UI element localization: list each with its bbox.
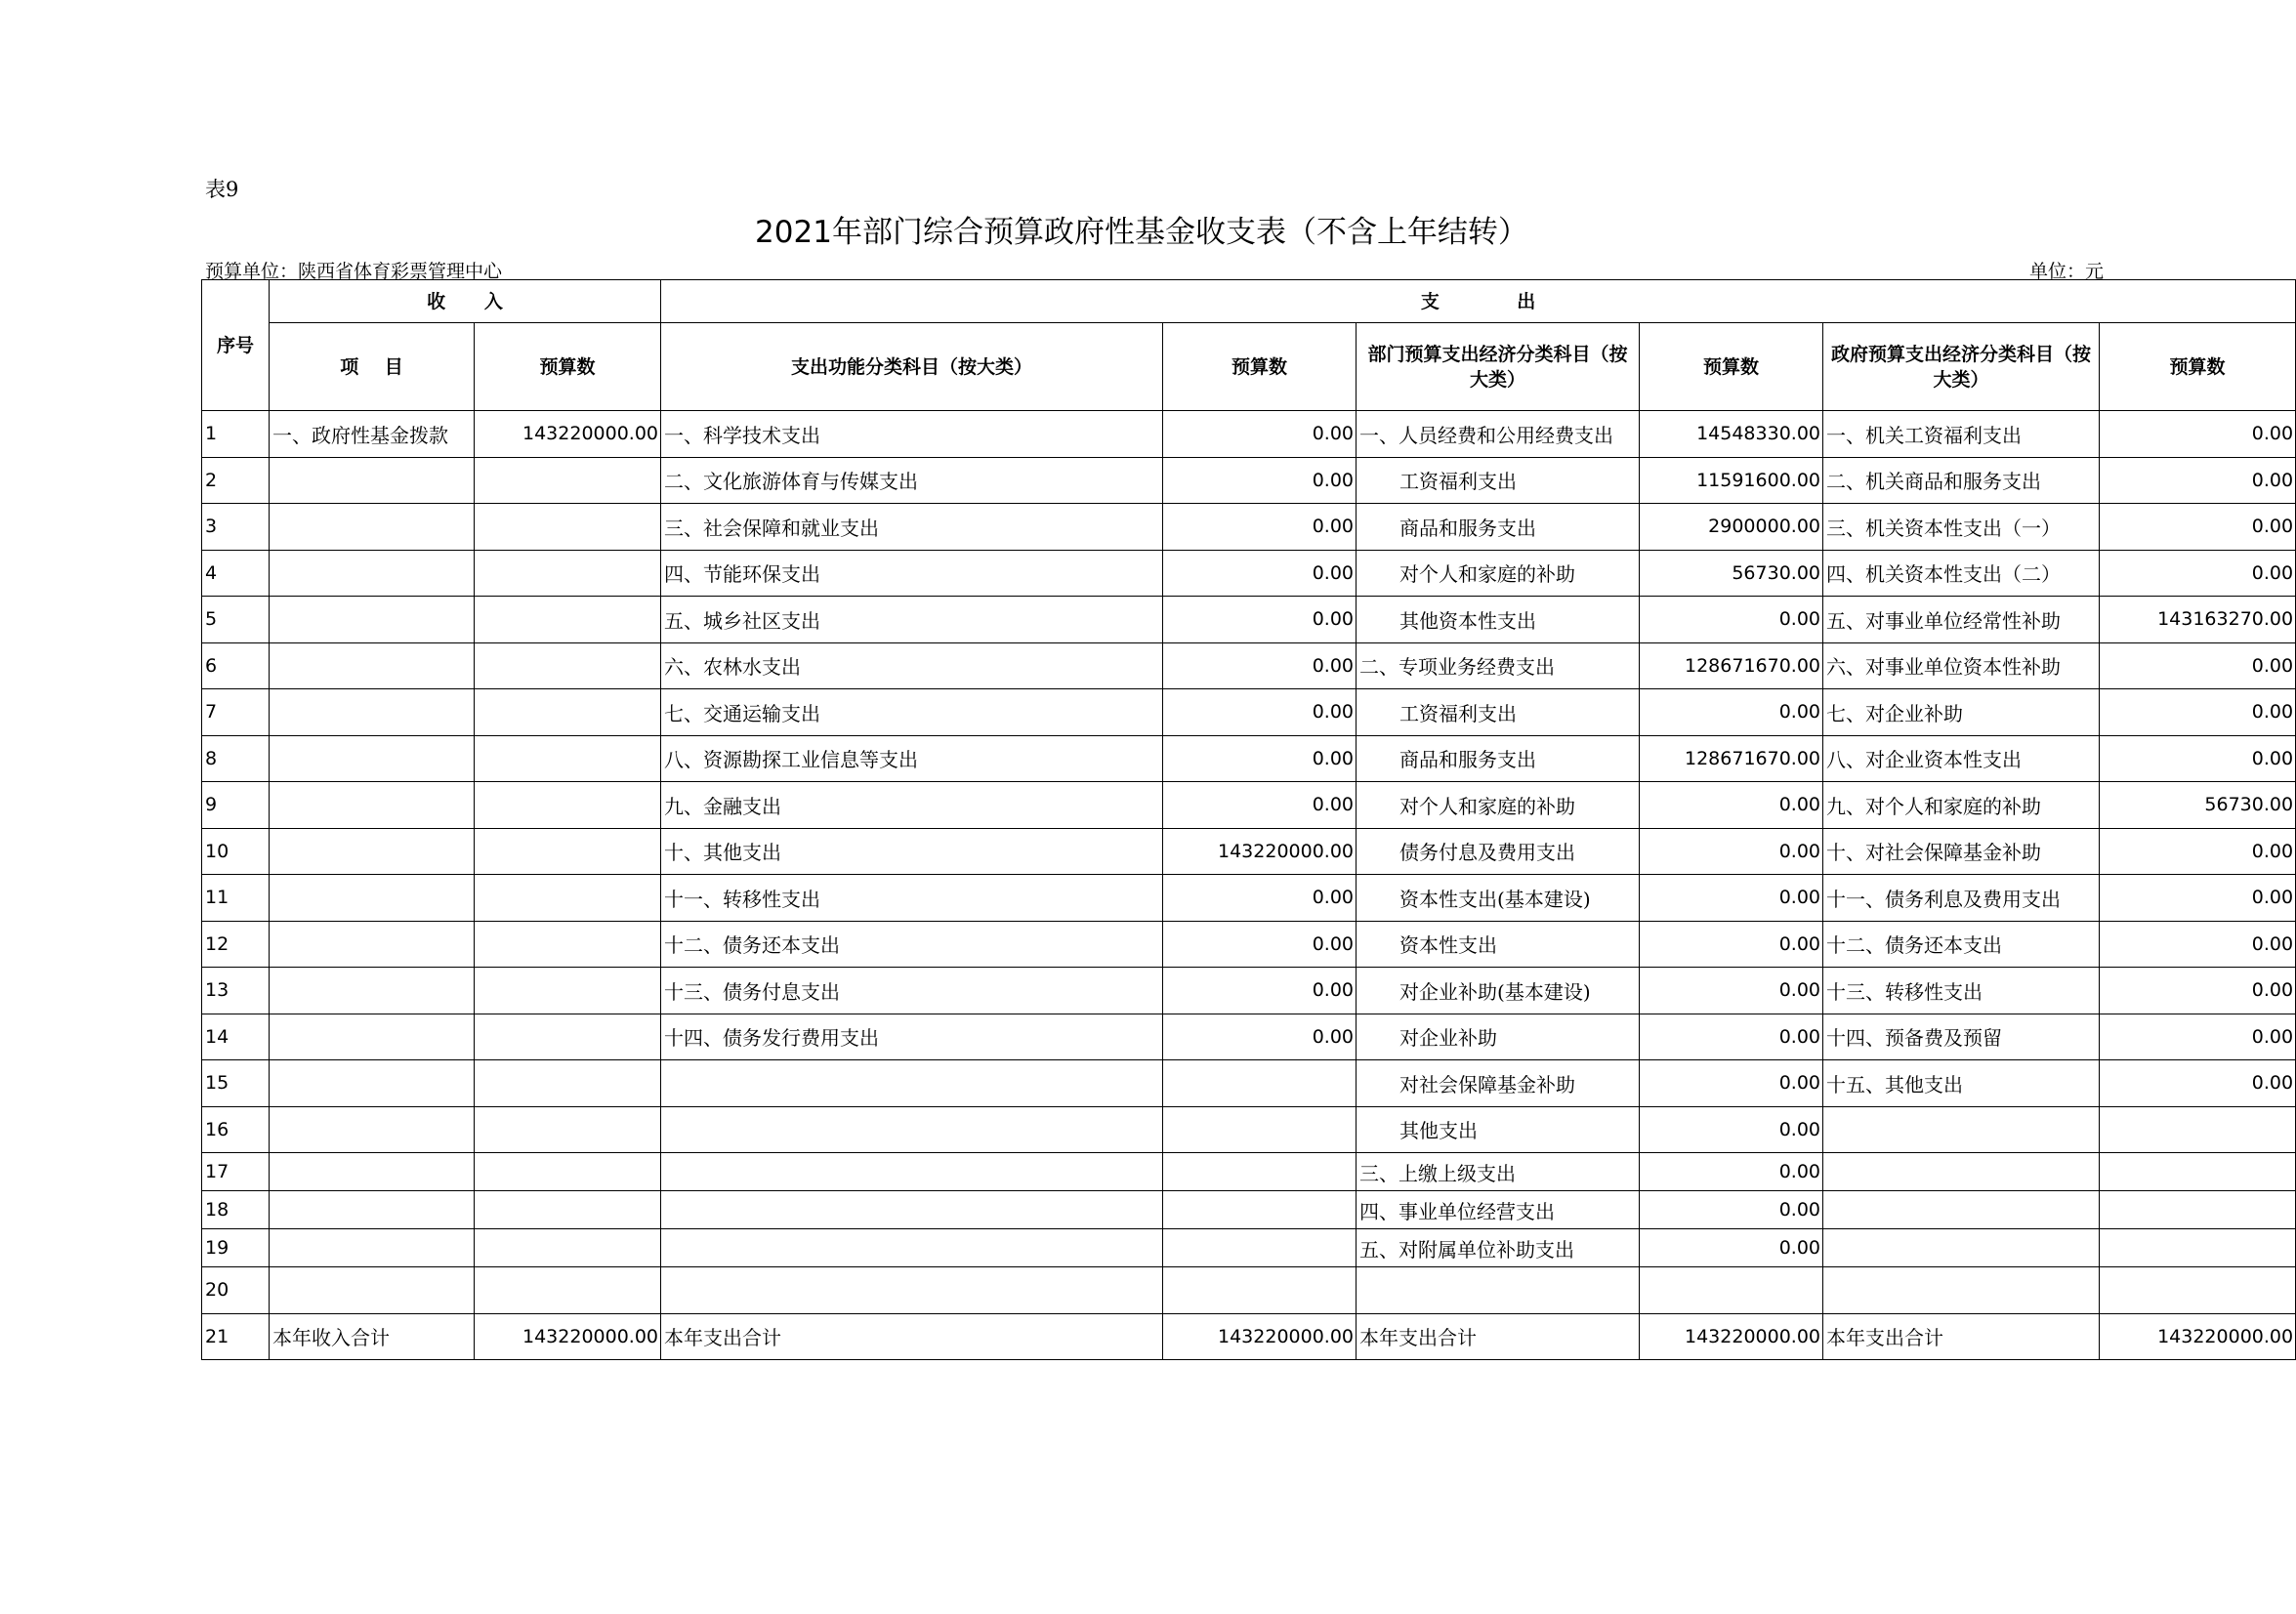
func-class-cell: 十一、转移性支出 (661, 875, 1163, 922)
gov-class-cell (1823, 1191, 2100, 1229)
dept-budget-cell: 0.00 (1640, 1153, 1823, 1191)
gov-class-cell: 六、对事业单位资本性补助 (1823, 642, 2100, 689)
func-class-cell (661, 1153, 1163, 1191)
seq-cell: 13 (202, 968, 270, 1014)
func-budget-cell (1163, 1106, 1357, 1153)
income-item-cell (270, 1267, 475, 1314)
seq-cell: 11 (202, 875, 270, 922)
gov-budget-cell (2100, 1106, 2296, 1153)
dept-class-cell: 其他资本性支出 (1357, 597, 1640, 643)
table-row (202, 504, 2296, 551)
dept-class-cell: 一、人员经费和公用经费支出 (1357, 411, 1640, 458)
table-row (202, 1106, 2296, 1153)
func-class-cell: 五、城乡社区支出 (661, 597, 1163, 643)
func-class-cell: 本年支出合计 (661, 1313, 1163, 1360)
income-budget-cell (475, 1229, 661, 1267)
func-class-cell: 十三、债务付息支出 (661, 968, 1163, 1014)
func-class-cell: 十二、债务还本支出 (661, 921, 1163, 968)
dept-budget-cell: 11591600.00 (1640, 457, 1823, 504)
income-item-cell (270, 597, 475, 643)
func-class-header: 支出功能分类科目（按大类） (661, 323, 1163, 411)
func-class-cell: 十四、债务发行费用支出 (661, 1014, 1163, 1060)
table-row (202, 1229, 2296, 1267)
income-budget-cell (475, 642, 661, 689)
income-budget-cell (475, 1014, 661, 1060)
table-row (202, 1153, 2296, 1191)
func-class-cell (661, 1229, 1163, 1267)
func-budget-cell: 143220000.00 (1163, 1313, 1357, 1360)
table-row (202, 642, 2296, 689)
table-row (202, 1191, 2296, 1229)
gov-budget-cell: 143163270.00 (2100, 597, 2296, 643)
gov-class-cell: 本年支出合计 (1823, 1313, 2100, 1360)
income-budget-cell (475, 1106, 661, 1153)
gov-class-cell: 二、机关商品和服务支出 (1823, 457, 2100, 504)
seq-cell: 7 (202, 689, 270, 736)
seq-cell: 17 (202, 1153, 270, 1191)
income-budget-cell (475, 828, 661, 875)
seq-cell: 4 (202, 550, 270, 597)
gov-class-cell (1823, 1106, 2100, 1153)
expense-header: 支 出 (661, 280, 2296, 323)
dept-class-cell: 工资福利支出 (1357, 689, 1640, 736)
func-budget-cell: 0.00 (1163, 735, 1357, 782)
func-class-cell: 三、社会保障和就业支出 (661, 504, 1163, 551)
func-budget-cell: 0.00 (1163, 411, 1357, 458)
income-item-cell (270, 1014, 475, 1060)
income-budget-cell: 143220000.00 (475, 1313, 661, 1360)
dept-class-cell: 五、对附属单位补助支出 (1357, 1229, 1640, 1267)
dept-class-cell: 对个人和家庭的补助 (1357, 782, 1640, 829)
dept-budget-cell: 0.00 (1640, 1229, 1823, 1267)
gov-budget-cell: 0.00 (2100, 550, 2296, 597)
income-budget-cell (475, 735, 661, 782)
dept-budget-cell: 56730.00 (1640, 550, 1823, 597)
gov-class-cell: 一、机关工资福利支出 (1823, 411, 2100, 458)
gov-class-cell: 十、对社会保障基金补助 (1823, 828, 2100, 875)
table-row (202, 1014, 2296, 1060)
gov-budget-cell: 0.00 (2100, 1014, 2296, 1060)
gov-class-cell (1823, 1153, 2100, 1191)
income-budget-cell (475, 921, 661, 968)
dept-class-cell: 对个人和家庭的补助 (1357, 550, 1640, 597)
income-item-cell (270, 1153, 475, 1191)
budget-unit-label: 预算单位：陕西省体育彩票管理中心 (205, 261, 503, 282)
income-budget-cell (475, 457, 661, 504)
income-budget-cell (475, 1060, 661, 1107)
income-item-cell: 一、政府性基金拨款 (270, 411, 475, 458)
gov-budget-cell (2100, 1153, 2296, 1191)
table-row (202, 968, 2296, 1014)
seq-cell: 8 (202, 735, 270, 782)
seq-header: 序号 (202, 280, 270, 411)
income-item-cell (270, 689, 475, 736)
gov-budget-cell: 0.00 (2100, 642, 2296, 689)
income-budget-cell: 143220000.00 (475, 411, 661, 458)
dept-budget-cell: 0.00 (1640, 1191, 1823, 1229)
seq-cell: 12 (202, 921, 270, 968)
func-class-cell: 四、节能环保支出 (661, 550, 1163, 597)
table-row (202, 457, 2296, 504)
dept-budget-header: 预算数 (1640, 323, 1823, 411)
func-budget-cell: 0.00 (1163, 550, 1357, 597)
seq-cell: 5 (202, 597, 270, 643)
func-budget-cell: 0.00 (1163, 457, 1357, 504)
gov-class-cell (1823, 1229, 2100, 1267)
func-class-cell (661, 1191, 1163, 1229)
dept-class-cell: 工资福利支出 (1357, 457, 1640, 504)
dept-budget-cell: 0.00 (1640, 1060, 1823, 1107)
dept-class-cell: 三、上缴上级支出 (1357, 1153, 1640, 1191)
dept-budget-cell: 0.00 (1640, 1014, 1823, 1060)
seq-cell: 9 (202, 782, 270, 829)
func-budget-cell: 0.00 (1163, 1014, 1357, 1060)
table-row (202, 689, 2296, 736)
gov-budget-header: 预算数 (2100, 323, 2296, 411)
income-budget-cell (475, 782, 661, 829)
seq-cell: 2 (202, 457, 270, 504)
gov-budget-cell: 143220000.00 (2100, 1313, 2296, 1360)
func-budget-cell (1163, 1191, 1357, 1229)
gov-budget-cell: 56730.00 (2100, 782, 2296, 829)
func-budget-cell (1163, 1153, 1357, 1191)
dept-budget-cell: 0.00 (1640, 689, 1823, 736)
func-budget-cell: 0.00 (1163, 782, 1357, 829)
income-item-cell (270, 921, 475, 968)
dept-class-cell: 对社会保障基金补助 (1357, 1060, 1640, 1107)
income-item-cell (270, 828, 475, 875)
income-budget-cell (475, 504, 661, 551)
func-budget-cell: 0.00 (1163, 642, 1357, 689)
gov-class-cell: 九、对个人和家庭的补助 (1823, 782, 2100, 829)
table-number: 表9 (205, 178, 239, 201)
table-row (202, 828, 2296, 875)
gov-budget-cell (2100, 1229, 2296, 1267)
currency-unit-label: 单位：元 (2028, 261, 2104, 282)
gov-budget-cell (2100, 1267, 2296, 1314)
seq-cell: 16 (202, 1106, 270, 1153)
seq-cell: 6 (202, 642, 270, 689)
dept-class-cell: 对企业补助(基本建设) (1357, 968, 1640, 1014)
gov-class-cell: 三、机关资本性支出（一） (1823, 504, 2100, 551)
income-item-cell (270, 875, 475, 922)
table-row (202, 735, 2296, 782)
budget-table (201, 279, 2296, 1360)
gov-class-cell: 十一、债务利息及费用支出 (1823, 875, 2100, 922)
gov-budget-cell: 0.00 (2100, 828, 2296, 875)
gov-budget-cell (2100, 1191, 2296, 1229)
income-item-cell: 本年收入合计 (270, 1313, 475, 1360)
func-class-cell (661, 1060, 1163, 1107)
gov-budget-cell: 0.00 (2100, 457, 2296, 504)
income-budget-cell (475, 1153, 661, 1191)
income-item-cell (270, 504, 475, 551)
table-row (202, 875, 2296, 922)
dept-class-cell: 债务付息及费用支出 (1357, 828, 1640, 875)
gov-budget-cell: 0.00 (2100, 504, 2296, 551)
gov-budget-cell: 0.00 (2100, 411, 2296, 458)
table-row (202, 1060, 2296, 1107)
dept-budget-cell: 0.00 (1640, 782, 1823, 829)
gov-budget-cell: 0.00 (2100, 689, 2296, 736)
table-row (202, 1313, 2296, 1360)
seq-cell: 20 (202, 1267, 270, 1314)
dept-class-cell: 四、事业单位经营支出 (1357, 1191, 1640, 1229)
table-row (202, 597, 2296, 643)
table-row (202, 921, 2296, 968)
dept-class-cell: 商品和服务支出 (1357, 735, 1640, 782)
table-row (202, 782, 2296, 829)
dept-budget-cell (1640, 1267, 1823, 1314)
income-item-cell (270, 968, 475, 1014)
gov-budget-cell: 0.00 (2100, 1060, 2296, 1107)
seq-cell: 1 (202, 411, 270, 458)
gov-budget-cell: 0.00 (2100, 735, 2296, 782)
func-budget-cell (1163, 1229, 1357, 1267)
table-row (202, 550, 2296, 597)
dept-budget-cell: 2900000.00 (1640, 504, 1823, 551)
gov-class-cell: 十四、预备费及预留 (1823, 1014, 2100, 1060)
func-budget-cell: 0.00 (1163, 921, 1357, 968)
income-budget-cell (475, 597, 661, 643)
func-class-cell: 二、文化旅游体育与传媒支出 (661, 457, 1163, 504)
gov-budget-cell: 0.00 (2100, 921, 2296, 968)
income-item-cell (270, 550, 475, 597)
gov-class-cell: 四、机关资本性支出（二） (1823, 550, 2100, 597)
dept-class-cell (1357, 1267, 1640, 1314)
gov-budget-cell: 0.00 (2100, 968, 2296, 1014)
gov-class-cell: 十三、转移性支出 (1823, 968, 2100, 1014)
income-item-cell (270, 1106, 475, 1153)
func-class-cell: 六、农林水支出 (661, 642, 1163, 689)
dept-budget-cell: 0.00 (1640, 828, 1823, 875)
income-budget-cell (475, 968, 661, 1014)
func-class-cell: 九、金融支出 (661, 782, 1163, 829)
seq-cell: 14 (202, 1014, 270, 1060)
income-budget-cell (475, 689, 661, 736)
func-budget-cell: 0.00 (1163, 968, 1357, 1014)
income-header: 收 入 (270, 280, 661, 323)
income-budget-cell (475, 1191, 661, 1229)
gov-class-cell: 十五、其他支出 (1823, 1060, 2100, 1107)
seq-cell: 21 (202, 1313, 270, 1360)
income-item-cell (270, 642, 475, 689)
income-item-cell (270, 782, 475, 829)
func-class-cell: 十、其他支出 (661, 828, 1163, 875)
table-row (202, 1267, 2296, 1314)
dept-class-cell: 二、专项业务经费支出 (1357, 642, 1640, 689)
page-title: 2021年部门综合预算政府性基金收支表（不含上年结转） (755, 215, 1528, 250)
dept-class-header: 部门预算支出经济分类科目（按大类） (1357, 323, 1640, 411)
item-header: 项 目 (270, 323, 475, 411)
dept-class-cell: 资本性支出 (1357, 921, 1640, 968)
dept-budget-cell: 128671670.00 (1640, 642, 1823, 689)
func-class-cell: 七、交通运输支出 (661, 689, 1163, 736)
income-budget-cell (475, 875, 661, 922)
dept-class-cell: 对企业补助 (1357, 1014, 1640, 1060)
income-budget-cell (475, 550, 661, 597)
dept-budget-cell: 14548330.00 (1640, 411, 1823, 458)
func-budget-cell: 0.00 (1163, 689, 1357, 736)
gov-class-cell: 五、对事业单位经常性补助 (1823, 597, 2100, 643)
dept-budget-cell: 0.00 (1640, 1106, 1823, 1153)
seq-cell: 18 (202, 1191, 270, 1229)
gov-class-header: 政府预算支出经济分类科目（按大类） (1823, 323, 2100, 411)
gov-class-cell: 八、对企业资本性支出 (1823, 735, 2100, 782)
gov-class-cell: 十二、债务还本支出 (1823, 921, 2100, 968)
func-budget-cell: 0.00 (1163, 875, 1357, 922)
func-class-cell: 一、科学技术支出 (661, 411, 1163, 458)
dept-budget-cell: 0.00 (1640, 921, 1823, 968)
gov-budget-cell: 0.00 (2100, 875, 2296, 922)
func-budget-cell (1163, 1060, 1357, 1107)
dept-class-cell: 其他支出 (1357, 1106, 1640, 1153)
seq-cell: 10 (202, 828, 270, 875)
dept-budget-cell: 143220000.00 (1640, 1313, 1823, 1360)
dept-class-cell: 资本性支出(基本建设) (1357, 875, 1640, 922)
seq-cell: 3 (202, 504, 270, 551)
func-class-cell: 八、资源勘探工业信息等支出 (661, 735, 1163, 782)
func-budget-header: 预算数 (1163, 323, 1357, 411)
func-budget-cell (1163, 1267, 1357, 1314)
gov-class-cell: 七、对企业补助 (1823, 689, 2100, 736)
income-item-cell (270, 1229, 475, 1267)
func-class-cell (661, 1267, 1163, 1314)
income-item-cell (270, 735, 475, 782)
dept-class-cell: 本年支出合计 (1357, 1313, 1640, 1360)
dept-class-cell: 商品和服务支出 (1357, 504, 1640, 551)
dept-budget-cell: 0.00 (1640, 875, 1823, 922)
func-budget-cell: 0.00 (1163, 597, 1357, 643)
dept-budget-cell: 128671670.00 (1640, 735, 1823, 782)
seq-cell: 19 (202, 1229, 270, 1267)
table-row (202, 411, 2296, 458)
income-item-cell (270, 457, 475, 504)
dept-budget-cell: 0.00 (1640, 968, 1823, 1014)
income-budget-cell (475, 1267, 661, 1314)
func-budget-cell: 0.00 (1163, 504, 1357, 551)
income-item-cell (270, 1191, 475, 1229)
dept-budget-cell: 0.00 (1640, 597, 1823, 643)
gov-class-cell (1823, 1267, 2100, 1314)
func-budget-cell: 143220000.00 (1163, 828, 1357, 875)
func-class-cell (661, 1106, 1163, 1153)
seq-cell: 15 (202, 1060, 270, 1107)
income-budget-header: 预算数 (475, 323, 661, 411)
income-item-cell (270, 1060, 475, 1107)
